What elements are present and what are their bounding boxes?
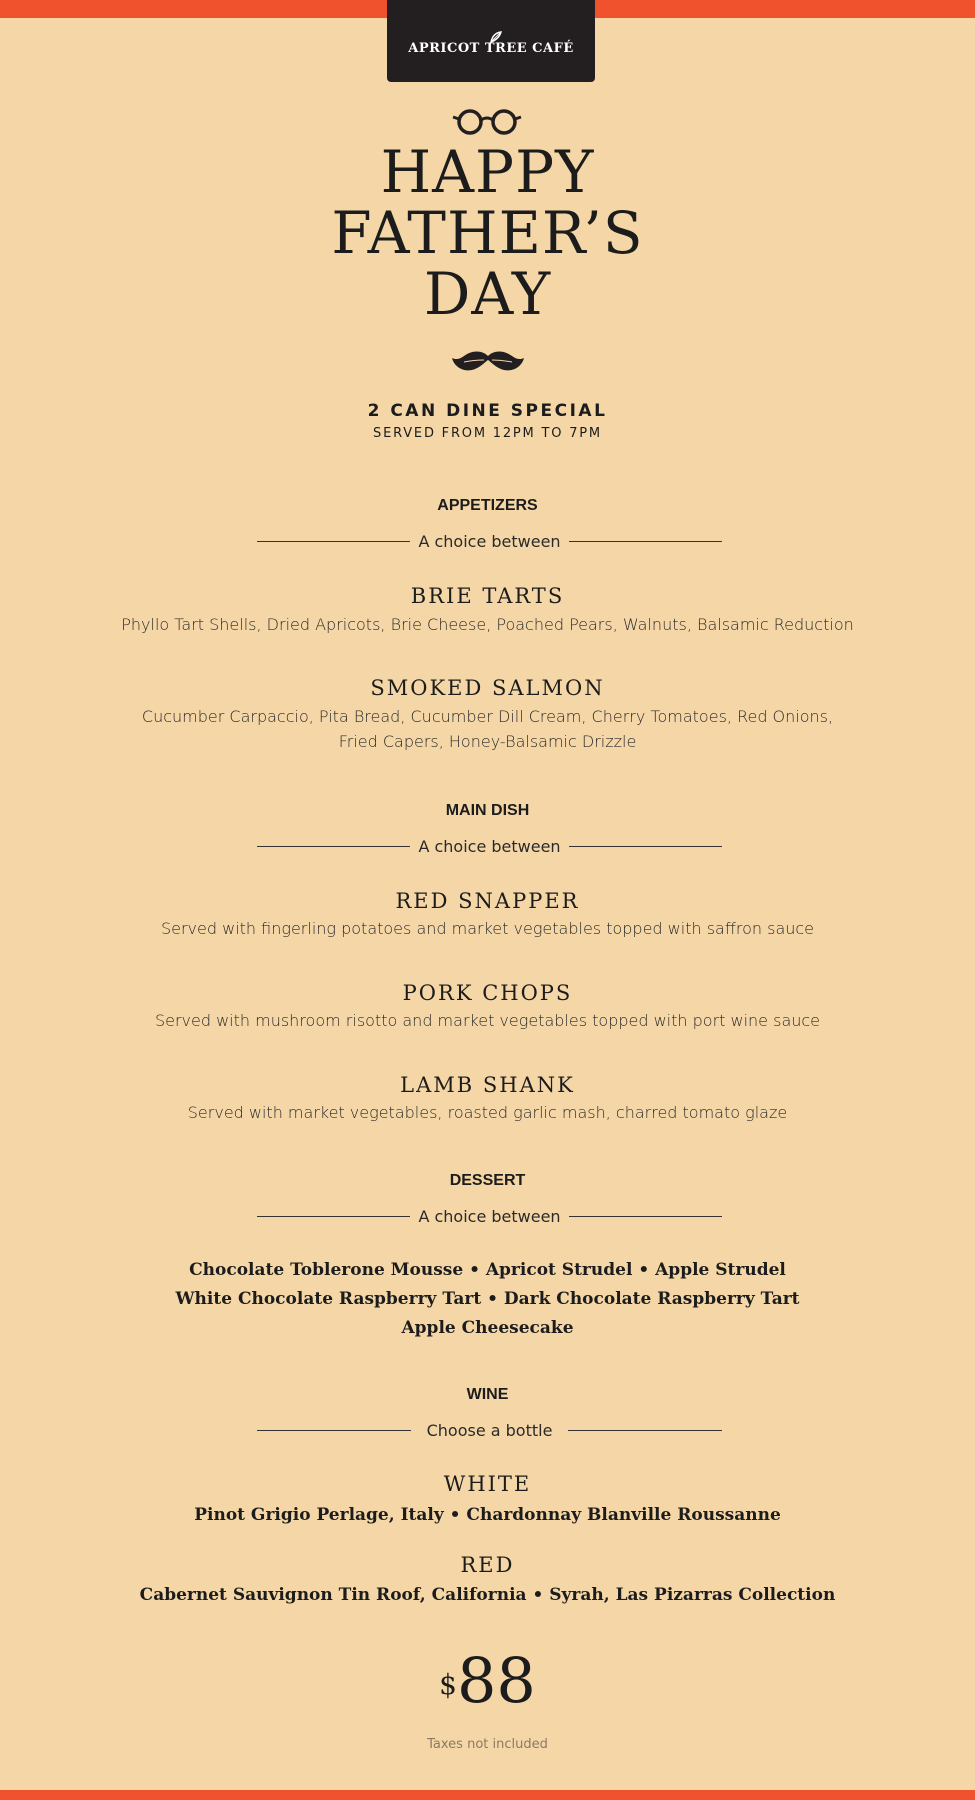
special-title: 2 CAN DINE SPECIAL: [367, 401, 608, 421]
divider-dessert: [257, 1207, 722, 1226]
item-title-lamb-shank: LAMB SHANK: [400, 1073, 575, 1097]
mustache-icon: [450, 348, 526, 376]
price: [0, 1644, 975, 1717]
dessert-line: Apple Cheesecake: [401, 1318, 574, 1338]
divider-line: [568, 1430, 722, 1431]
item-desc-red-snapper: Served with fingerling potatoes and market vegetables topped with saffron sauce: [160, 919, 815, 938]
divider-text: A choice between: [418, 1207, 561, 1226]
item-title-red-snapper: RED SNAPPER: [395, 889, 580, 913]
divider-line: [569, 846, 722, 847]
divider-main-dish: [257, 837, 722, 856]
item-desc-smoked-salmon: Fried Capers, Honey-Balsamic Drizzle: [338, 732, 637, 751]
title-line: FATHER’S: [331, 199, 644, 267]
divider-text: A choice between: [418, 837, 561, 856]
glasses-icon: [452, 108, 522, 136]
page-title: [0, 138, 975, 328]
cafe-logo: [387, 0, 595, 82]
tax-note: Taxes not included: [427, 1737, 548, 1752]
section-heading-appetizers: APPETIZERS: [437, 497, 538, 514]
divider-line: [257, 1430, 411, 1431]
item-desc-pork-chops: Served with mushroom risotto and market vegetables topped with port wine sauce: [154, 1011, 821, 1030]
divider-text: A choice between: [418, 532, 561, 551]
item-title-brie-tarts: BRIE TARTS: [410, 584, 565, 608]
item-desc-brie-tarts: Phyllo Tart Shells, Dried Apricots, Brie Cheese, Poached Pears, Walnuts, Balsamic Reduction: [121, 615, 854, 634]
item-desc-lamb-shank: Served with market vegetables, roasted garlic mash, charred tomato glaze: [187, 1103, 788, 1122]
logo-name: APRICOT TREE CAFÉ: [408, 40, 574, 56]
divider-line: [257, 846, 410, 847]
divider-line: [569, 1216, 722, 1217]
section-heading-main-dish: MAIN DISH: [445, 802, 530, 819]
title-line: DAY: [423, 260, 552, 328]
divider-text: Choose a bottle: [426, 1421, 553, 1440]
wine-line-white: Pinot Grigio Perlage, Italy • Chardonnay Blanville Roussanne: [194, 1505, 781, 1525]
apricot-leaf-icon: [487, 30, 507, 44]
item-desc-smoked-salmon: Cucumber Carpaccio, Pita Bread, Cucumber Dill Cream, Cherry Tomatoes, Red Onions,: [141, 707, 834, 726]
price-amount: 88: [456, 1644, 536, 1717]
divider-line: [257, 1216, 410, 1217]
bottom-accent-bar: [0, 1790, 975, 1800]
dessert-line: White Chocolate Raspberry Tart • Dark Chocolate Raspberry Tart: [175, 1289, 800, 1309]
divider-line: [257, 541, 410, 542]
wine-line-red: Cabernet Sauvignon Tin Roof, California • Syrah, Las Pizarras Collection: [139, 1585, 836, 1605]
wine-type-white: WHITE: [443, 1472, 532, 1496]
divider-line: [569, 541, 722, 542]
section-heading-wine: WINE: [466, 1386, 509, 1403]
item-title-pork-chops: PORK CHOPS: [402, 981, 573, 1005]
price-currency: $: [439, 1668, 457, 1701]
wine-type-red: RED: [460, 1553, 515, 1577]
divider-appetizers: [257, 532, 722, 551]
item-title-smoked-salmon: SMOKED SALMON: [370, 676, 605, 700]
section-heading-dessert: DESSERT: [449, 1172, 526, 1189]
dessert-line: Chocolate Toblerone Mousse • Apricot Strudel • Apple Strudel: [189, 1260, 786, 1280]
title-line: HAPPY: [380, 138, 595, 206]
divider-wine: [257, 1421, 722, 1440]
special-subtitle: SERVED FROM 12PM TO 7PM: [373, 426, 602, 441]
